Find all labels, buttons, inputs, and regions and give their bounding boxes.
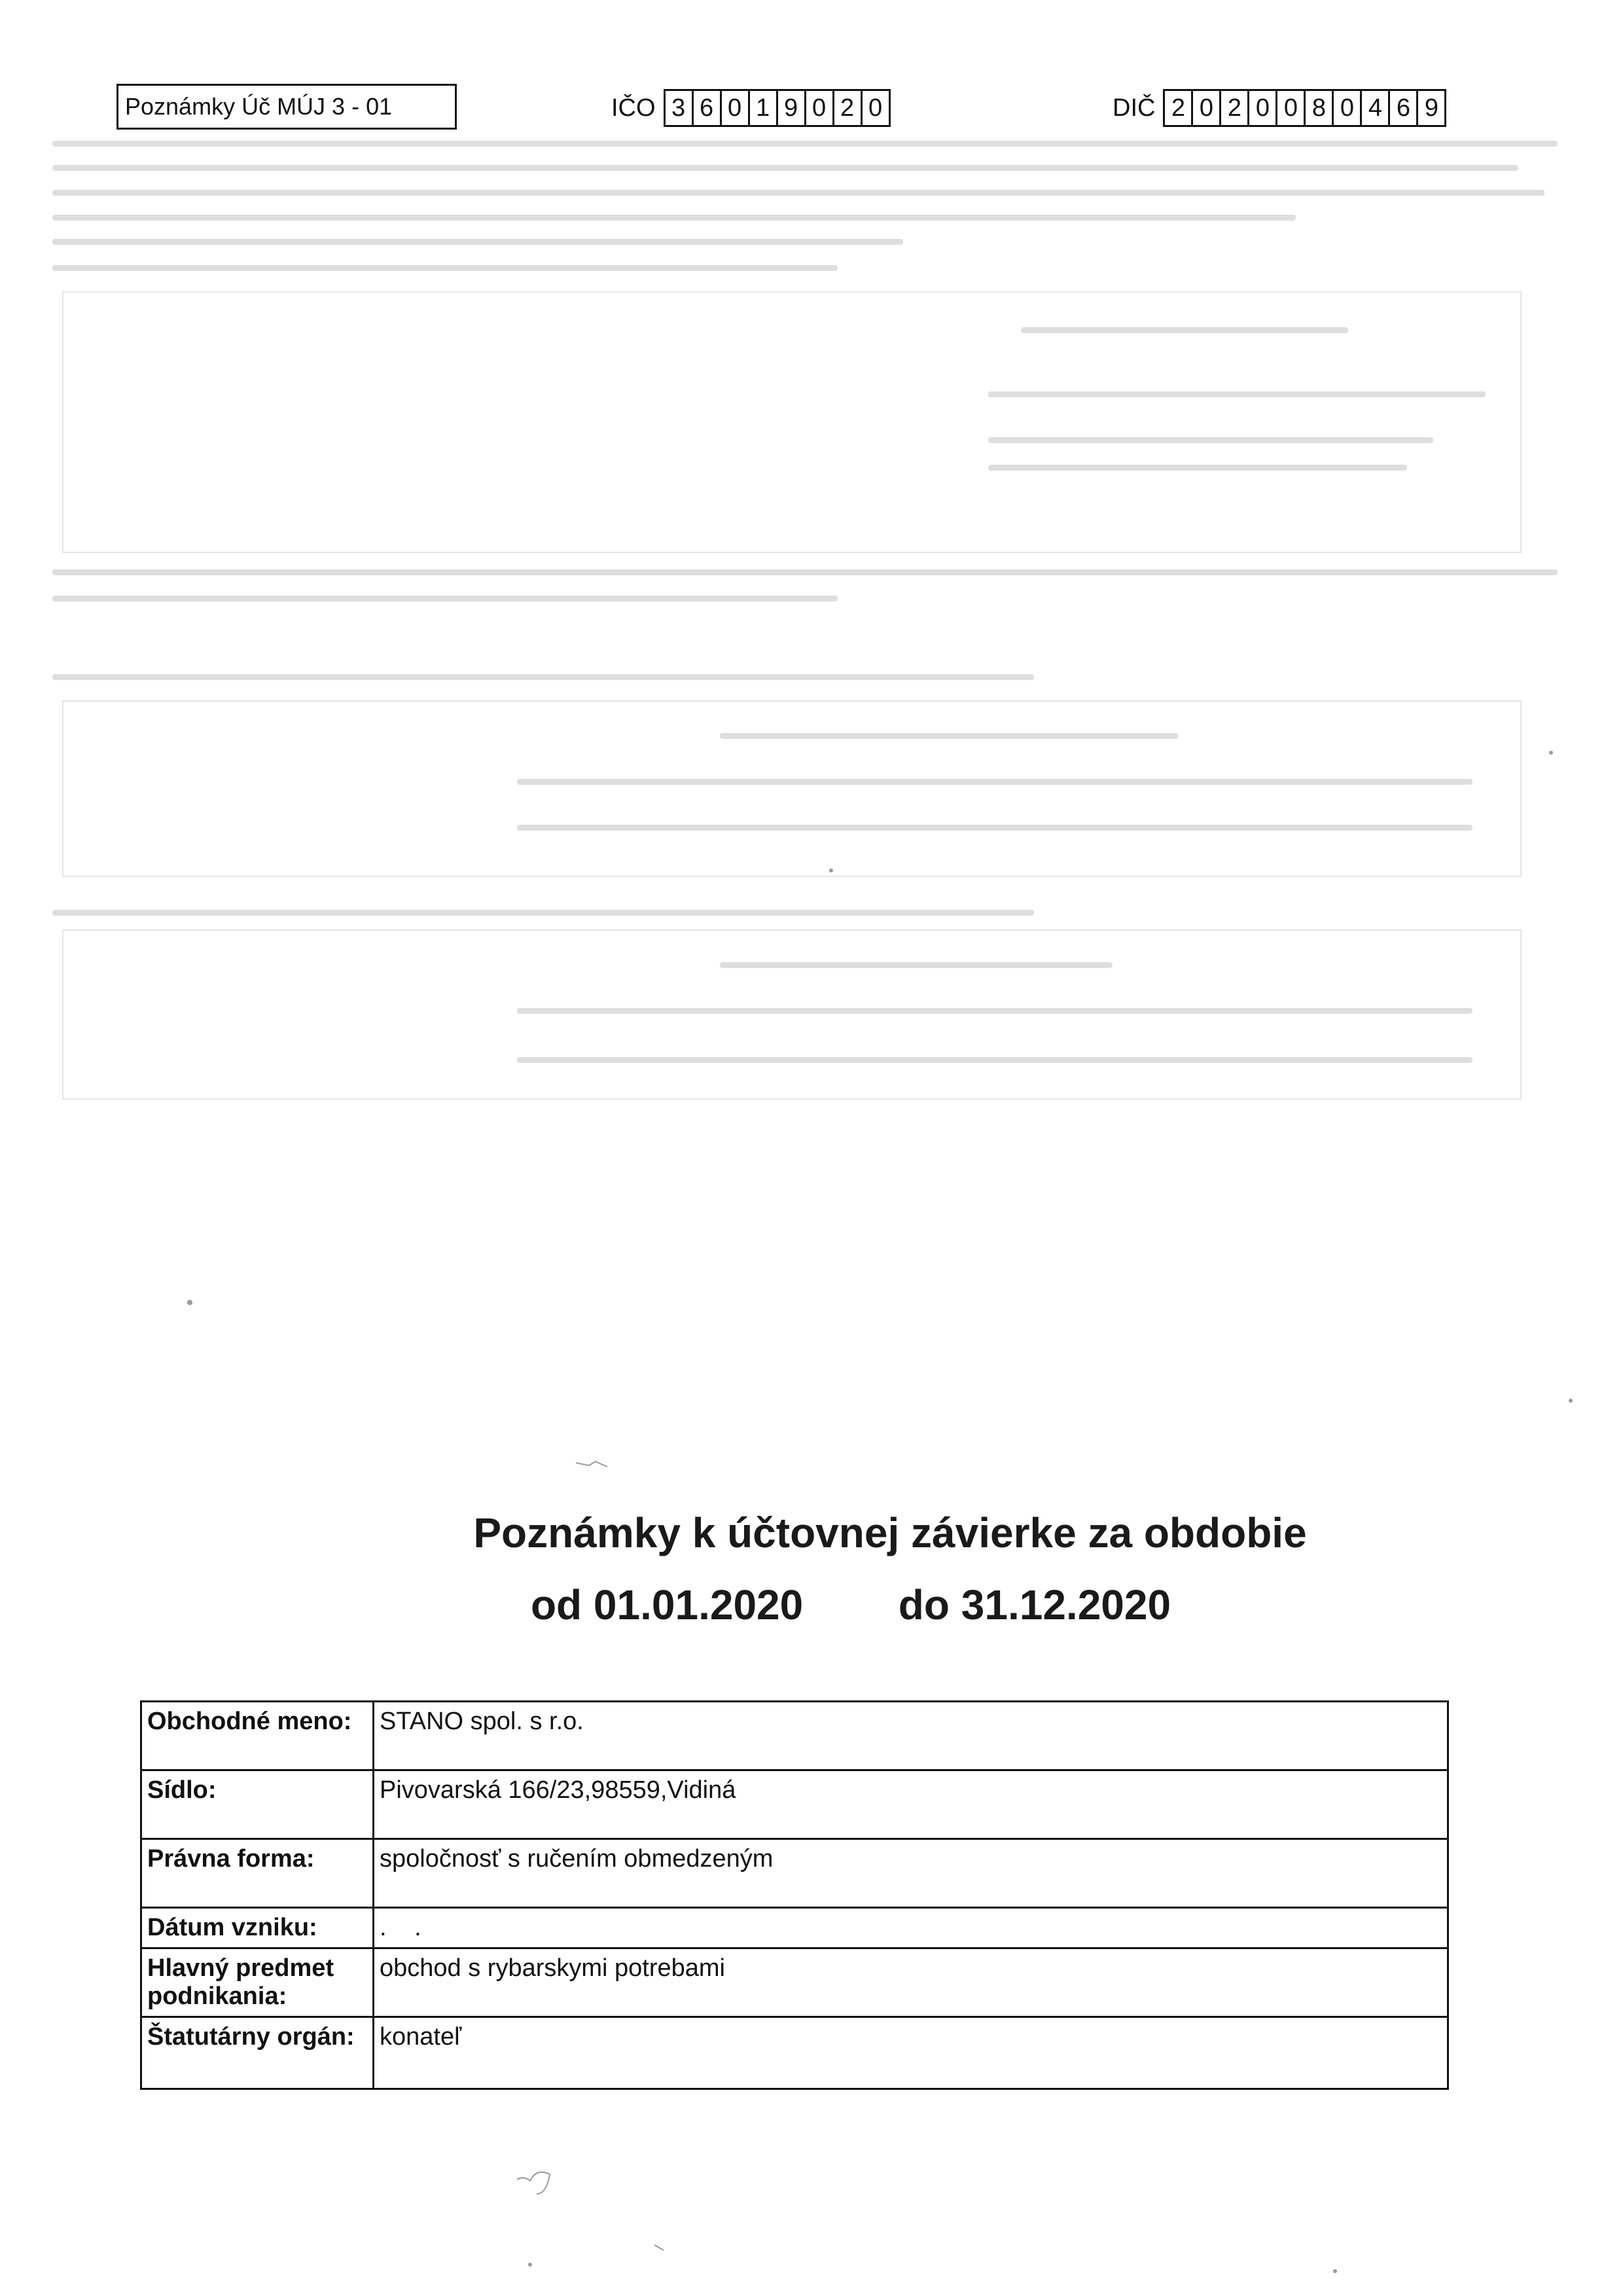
table-row bbox=[141, 2017, 1448, 2089]
ico-digit: 9 bbox=[776, 89, 806, 127]
dic-digit: 6 bbox=[1388, 89, 1418, 127]
dic-digit: 4 bbox=[1360, 89, 1390, 127]
dic-digit: 2 bbox=[1163, 89, 1193, 127]
ico-digit: 6 bbox=[692, 89, 722, 127]
period-to-date: 31.12.2020 bbox=[961, 1581, 1171, 1628]
row-label: Dátum vzniku: bbox=[141, 1908, 374, 1948]
seat-value: Pivovarská 166/23,98559,Vidiná bbox=[374, 1770, 1448, 1839]
table-row bbox=[141, 1839, 1448, 1908]
ico-digit: 0 bbox=[804, 89, 834, 127]
period-from-label: od bbox=[530, 1581, 582, 1628]
legal-form-value: spoločnosť s ručením obmedzeným bbox=[374, 1839, 1448, 1908]
ico-label: IČO bbox=[611, 94, 656, 122]
company-info-table bbox=[140, 1700, 1449, 2090]
period-to-label: do bbox=[898, 1581, 950, 1628]
dic-label: DIČ bbox=[1113, 94, 1156, 122]
dic-digit: 0 bbox=[1332, 89, 1362, 127]
dic-digit: 9 bbox=[1416, 89, 1446, 127]
ico-digit: 0 bbox=[861, 89, 891, 127]
ico-digit: 3 bbox=[664, 89, 694, 127]
row-label: Sídlo: bbox=[141, 1770, 374, 1839]
dic-field bbox=[1113, 89, 1446, 127]
row-label: Obchodné meno: bbox=[141, 1702, 374, 1770]
row-label: Hlavný predmet podnikania: bbox=[141, 1948, 374, 2017]
period-line bbox=[39, 1581, 1623, 1629]
row-label: Právna forma: bbox=[141, 1839, 374, 1908]
ico-digit: 1 bbox=[748, 89, 778, 127]
ico-digit: 0 bbox=[720, 89, 750, 127]
table-row bbox=[141, 1770, 1448, 1839]
dic-digit: 2 bbox=[1219, 89, 1249, 127]
document-title: Poznámky k účtovnej závierke za obdobie bbox=[473, 1509, 1307, 1556]
ico-digit-boxes bbox=[664, 89, 891, 127]
dic-digit: 0 bbox=[1247, 89, 1277, 127]
dic-digit-boxes bbox=[1163, 89, 1446, 127]
table-row bbox=[141, 1702, 1448, 1770]
row-label: Štatutárny orgán: bbox=[141, 2017, 374, 2089]
ico-digit: 2 bbox=[832, 89, 863, 127]
statutory-body-value: konateľ bbox=[374, 2017, 1448, 2089]
founding-date-value: . . bbox=[374, 1908, 1448, 1948]
table-row bbox=[141, 1908, 1448, 1948]
form-code-label: Poznámky Úč MÚJ 3 - 01 bbox=[116, 84, 457, 130]
main-activity-value: obchod s rybarskymi potrebami bbox=[374, 1948, 1448, 2017]
period-from-date: 01.01.2020 bbox=[593, 1581, 804, 1628]
dic-digit: 8 bbox=[1304, 89, 1334, 127]
dic-digit: 0 bbox=[1191, 89, 1221, 127]
business-name-value: STANO spol. s r.o. bbox=[374, 1702, 1448, 1770]
table-row bbox=[141, 1948, 1448, 2017]
ico-field bbox=[611, 89, 891, 127]
dic-digit: 0 bbox=[1275, 89, 1306, 127]
